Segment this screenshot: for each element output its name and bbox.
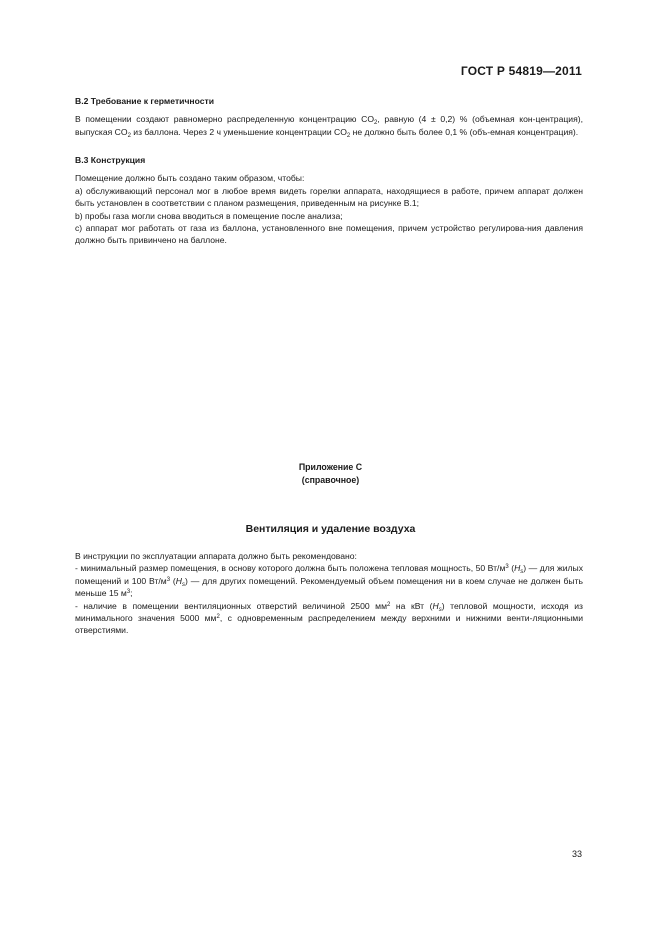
text-fragment: ) — для жилых помещений и 100 Вт/м xyxy=(75,563,584,586)
symbol: H xyxy=(175,575,183,586)
appendix-main-title: Вентиляция и удаление воздуха xyxy=(245,523,416,535)
text-fragment: , с одновременным распределением между верхними и нижними венти-ляционными отверстиями. xyxy=(75,613,584,636)
superscript: 2 xyxy=(216,614,220,621)
section-b3-item-a: а) обслуживающий персонал мог в любое время видеть горелки аппарата, находящиеся в работе, причем аппарат должен быть установлен в соответствии с планом размещения, приведенным на рисунке В.1; xyxy=(75,185,583,209)
symbol: H xyxy=(514,563,521,574)
section-b3-item-c: с) аппарат мог работать от газа из баллона, установленного вне помещения, причем устройство регулирова-ния давления должно быть привинчено на баллоне. xyxy=(75,223,583,246)
superscript: 2 xyxy=(387,601,391,608)
text-fragment: - минимальный размер помещения, в основу которого должна быть положена тепловая мощность, 50 Вт/м xyxy=(75,563,506,574)
text-fragment: на кВт ( xyxy=(390,600,433,611)
subscript: s xyxy=(520,569,524,576)
symbol: H xyxy=(432,600,439,611)
text-fragment: ) — для других помещений. Рекомендуемый объем помещения ни в коем случае не должен быть меньше 15 м xyxy=(75,575,584,599)
superscript: 3 xyxy=(505,564,509,571)
section-b3-intro: Помещение должно быть создано таким образом, чтобы: xyxy=(75,173,305,184)
section-c-intro: В инструкции по эксплуатации аппарата должно быть рекомендовано: xyxy=(75,551,357,561)
section-c-item-2 xyxy=(75,600,583,637)
appendix-type: (справочное) xyxy=(301,474,360,485)
standard-code-header: ГОСТ Р 54819—2011 xyxy=(460,64,582,78)
subscript: s xyxy=(438,606,442,613)
section-b2 xyxy=(75,95,583,138)
text-fragment: ) тепловой мощности, исходя из минимального значения 5000 мм xyxy=(75,600,583,624)
page-number: 33 xyxy=(571,849,582,859)
subscript: 2 xyxy=(374,120,378,127)
section-c xyxy=(75,550,583,637)
section-c-item-1 xyxy=(75,562,583,599)
subscript: 2 xyxy=(346,132,351,139)
text-fragment: , равную (4 ± 0,2) % (объемная кон-центрация), выпуская CO xyxy=(75,114,583,137)
subscript: s xyxy=(182,581,186,588)
text-fragment: - наличие в помещении вентиляционных отверстий величиной 2500 мм xyxy=(75,600,387,611)
section-b3-heading: В.3 Конструкция xyxy=(75,155,146,165)
text-fragment: В помещении создают равномерно распределенную концентрацию CO xyxy=(75,114,375,125)
text-fragment: не должно быть более 0,1 % (объ-емная концентрация). xyxy=(350,126,579,137)
text-fragment: ( xyxy=(170,575,176,586)
superscript: 3 xyxy=(166,576,171,583)
section-b3-item-b: b) пробы газа могли снова вводиться в помещение после анализа; xyxy=(75,210,343,221)
appendix-title xyxy=(0,461,661,486)
section-b2-paragraph xyxy=(75,113,583,138)
text-fragment: из баллона. Через 2 ч уменьшение концентрации CO xyxy=(130,126,347,137)
appendix-label: Приложение С xyxy=(298,462,363,472)
superscript: 3 xyxy=(126,589,131,596)
section-b2-heading: В.2 Требование к герметичности xyxy=(75,96,215,106)
text-fragment: ( xyxy=(508,563,515,574)
section-b3 xyxy=(75,154,583,247)
subscript: 2 xyxy=(127,132,131,139)
text-fragment: ; xyxy=(130,588,133,599)
